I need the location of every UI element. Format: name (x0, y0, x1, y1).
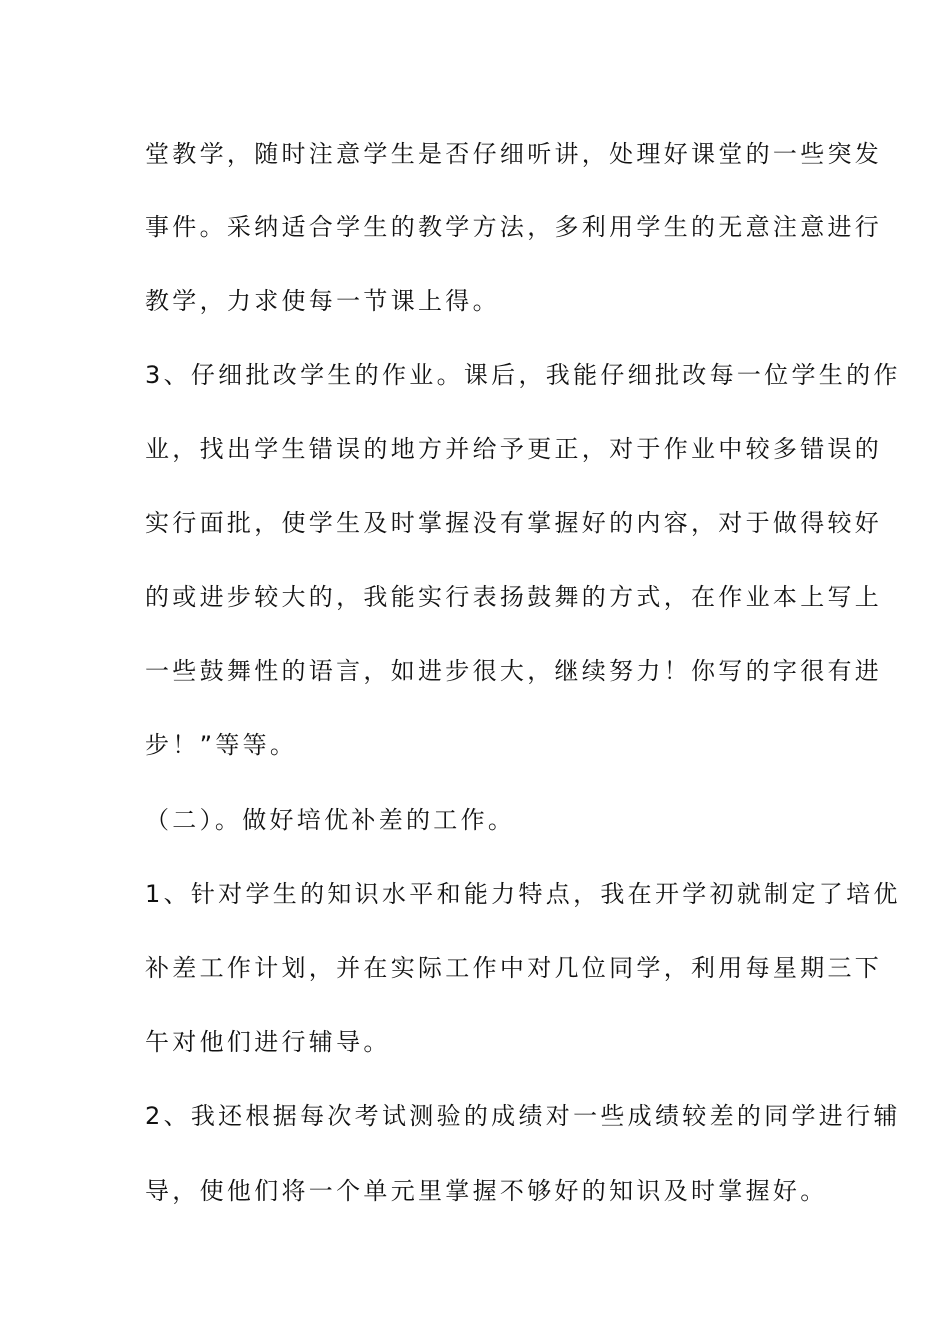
text-line: 3、仔细批改学生的作业。课后，我能仔细批改每一位学生的作 (145, 361, 901, 389)
text-line: 实行面批，使学生及时掌握没有掌握好的内容，对于做得较好 (145, 509, 883, 537)
section-heading: （二）。做好培优补差的工作。 (145, 806, 516, 834)
text-line: 2、我还根据每次考试测验的成绩对一些成绩较差的同学进行辅 (145, 1102, 901, 1130)
text-line: 导，使他们将一个单元里掌握不够好的知识及时掌握好。 (145, 1177, 828, 1205)
text-line: 步！”等等。 (145, 731, 298, 759)
text-line: 的或进步较大的，我能实行表扬鼓舞的方式，在作业本上写上 (145, 583, 883, 611)
text-line: 堂教学，随时注意学生是否仔细听讲，处理好课堂的一些突发 (145, 140, 883, 168)
text-line: 业，找出学生错误的地方并给予更正，对于作业中较多错误的 (145, 435, 883, 463)
text-line: 补差工作计划，并在实际工作中对几位同学，利用每星期三下 (145, 954, 883, 982)
text-line: 午对他们进行辅导。 (145, 1028, 391, 1056)
text-line: 教学，力求使每一节课上得。 (145, 287, 500, 315)
text-line: 1、针对学生的知识水平和能力特点，我在开学初就制定了培优 (145, 880, 901, 908)
text-line: 事件。采纳适合学生的教学方法，多利用学生的无意注意进行 (145, 213, 883, 241)
text-line: 一些鼓舞性的语言，如进步很大，继续努力！你写的字很有进 (145, 657, 883, 685)
